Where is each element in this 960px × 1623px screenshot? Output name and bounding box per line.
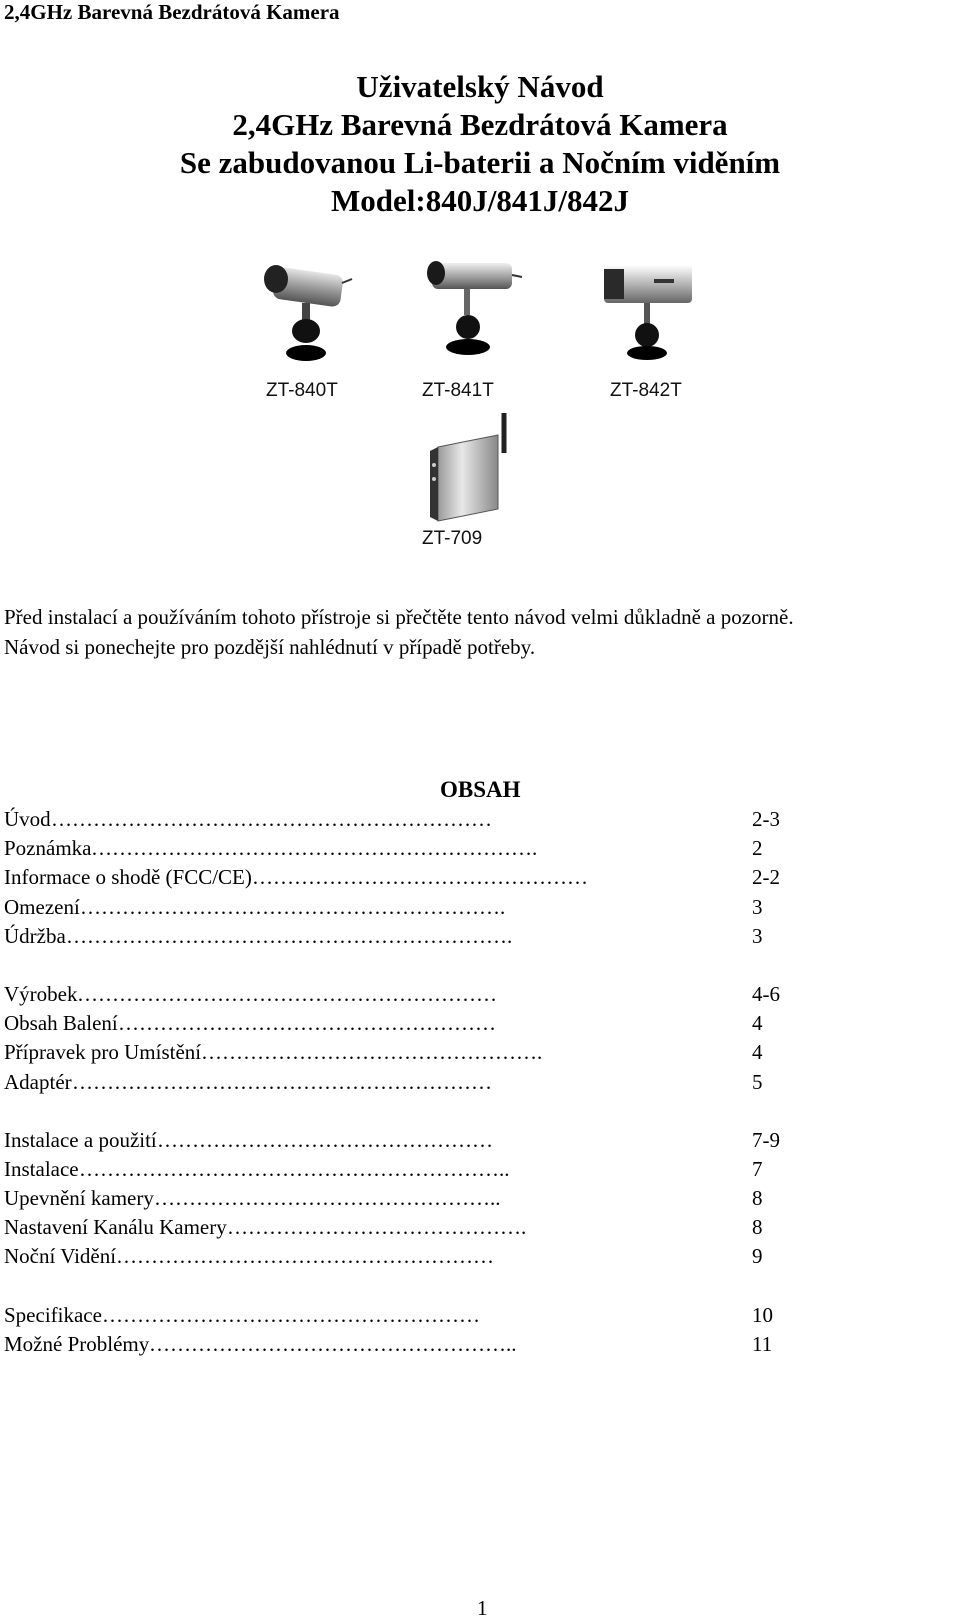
toc-entry-leader: ………………………………………….. — [154, 1186, 501, 1211]
camera-841t-image — [424, 255, 524, 365]
toc-entry-page: 2 — [752, 836, 763, 861]
toc-entry-label: Noční Vidění — [4, 1244, 117, 1269]
toc-entry-page: 3 — [752, 923, 763, 948]
toc-entry-label: Úvod — [4, 807, 51, 831]
toc-entry — [4, 834, 804, 863]
toc-entry-page: 4 — [752, 1040, 763, 1065]
document-title — [0, 68, 960, 220]
toc-entry-label: Instalace — [4, 1156, 79, 1181]
toc-entry — [4, 1330, 804, 1359]
toc-entry — [4, 1038, 804, 1067]
toc-entry-page: 2-3 — [752, 807, 780, 831]
table-of-contents — [4, 805, 804, 1359]
toc-entry-label: Nastavení Kanálu Kamery — [4, 1215, 227, 1240]
toc-entry-leader: ……………………………………………………. — [80, 894, 506, 919]
toc-entry — [4, 1242, 804, 1271]
toc-entry-label: Přípravek pro Umístění — [4, 1040, 202, 1065]
toc-entry-label: Instalace a použití — [4, 1127, 157, 1152]
toc-entry-page: 2-2 — [752, 865, 780, 890]
title-line-4: Model:840J/841J/842J — [331, 183, 629, 218]
toc-entry-label: Omezení — [4, 894, 80, 919]
toc-entry — [4, 893, 804, 922]
toc-entry-label: Upevnění kamery — [4, 1186, 154, 1211]
toc-entry-page: 9 — [752, 1244, 763, 1269]
figure-label-709: ZT-709 — [422, 528, 483, 549]
toc-entry-leader: ……………………………………………… — [116, 1244, 494, 1269]
toc-entry-label: Informace o shodě (FCC/CE) — [4, 865, 252, 890]
toc-entry — [4, 1155, 804, 1184]
toc-entry-page: 7 — [752, 1156, 763, 1181]
toc-entry-page: 8 — [752, 1186, 763, 1211]
toc-group-spacer — [4, 1272, 804, 1301]
toc-entry-leader: …………………………………………………….. — [79, 1156, 510, 1181]
toc-entry-leader: ……………………………………………… — [102, 1302, 480, 1327]
toc-entry — [4, 1301, 804, 1330]
toc-group-spacer — [4, 1097, 804, 1126]
toc-entry-page: 10 — [752, 1302, 773, 1327]
toc-entry-leader: …………………………………………….. — [149, 1331, 517, 1356]
title-line-2: 2,4GHz Barevná Bezdrátová Kamera — [232, 107, 728, 142]
toc-entry-leader: …………………………………………. — [201, 1040, 543, 1065]
toc-entry-leader: ………………………………………… — [252, 865, 588, 890]
toc-group-spacer — [4, 951, 804, 980]
toc-entry — [4, 1184, 804, 1213]
toc-entry — [4, 805, 804, 834]
figure-label-842t: ZT-842T — [610, 380, 682, 401]
page-number: 1 — [477, 1596, 488, 1620]
toc-entry-page: 11 — [752, 1331, 773, 1356]
toc-entry-page: 4 — [752, 1011, 763, 1036]
toc-entry-leader: ……………………………………………… — [118, 1011, 496, 1036]
toc-entry — [4, 922, 804, 951]
toc-entry-label: Adaptér — [4, 1069, 72, 1094]
camera-840t-image — [254, 261, 354, 371]
toc-entry-label: Údržba — [4, 923, 66, 948]
toc-entry-leader: ……………………………………. — [227, 1215, 527, 1240]
figure-label-841t: ZT-841T — [422, 380, 494, 401]
toc-entry — [4, 1009, 804, 1038]
intro-line-1: Před instalací a používáním tohoto přístroje si přečtěte tento návod velmi důkladně a pozorně. — [4, 605, 794, 629]
toc-entry — [4, 1068, 804, 1097]
intro-paragraph — [4, 602, 954, 662]
toc-entry-label: Možné Problémy — [4, 1331, 150, 1356]
toc-entry-page: 7-9 — [752, 1127, 780, 1152]
toc-entry-page: 4-6 — [752, 981, 780, 1006]
title-line-1: Uživatelský Návod — [356, 69, 604, 104]
intro-line-2: Návod si ponechejte pro pozdější nahlédnutí v případě potřeby. — [4, 635, 536, 659]
toc-entry — [4, 1213, 804, 1242]
toc-entry-leader: ………………………………………………………. — [91, 836, 538, 861]
toc-entry — [4, 980, 804, 1009]
toc-entry-leader: …………………………………………………… — [77, 981, 497, 1006]
toc-entry — [4, 863, 804, 892]
figure-label-840t: ZT-840T — [266, 380, 338, 401]
toc-entry-page: 3 — [752, 894, 763, 919]
toc-entry-label: Obsah Balení — [4, 1011, 118, 1036]
toc-title: OBSAH — [440, 777, 521, 802]
product-figure — [228, 255, 738, 573]
toc-entry-label: Výrobek — [4, 981, 78, 1006]
toc-entry-leader: ………………………………………… — [157, 1127, 493, 1152]
toc-entry-leader: ……………………………………………………… — [51, 807, 492, 831]
camera-842t-image — [600, 259, 700, 369]
toc-entry-page: 8 — [752, 1215, 763, 1240]
toc-entry-page: 5 — [752, 1069, 763, 1094]
toc-entry-label: Poznámka — [4, 836, 92, 861]
receiver-709-image — [424, 413, 534, 533]
toc-entry — [4, 1126, 804, 1155]
running-header: 2,4GHz Barevná Bezdrátová Kamera — [4, 0, 340, 24]
toc-entry-leader: ………………………………………………………. — [66, 923, 513, 948]
toc-entry-label: Specifikace — [4, 1302, 102, 1327]
title-line-3: Se zabudovanou Li-baterii a Nočním viděním — [179, 145, 781, 180]
toc-entry-leader: …………………………………………………… — [72, 1069, 492, 1094]
